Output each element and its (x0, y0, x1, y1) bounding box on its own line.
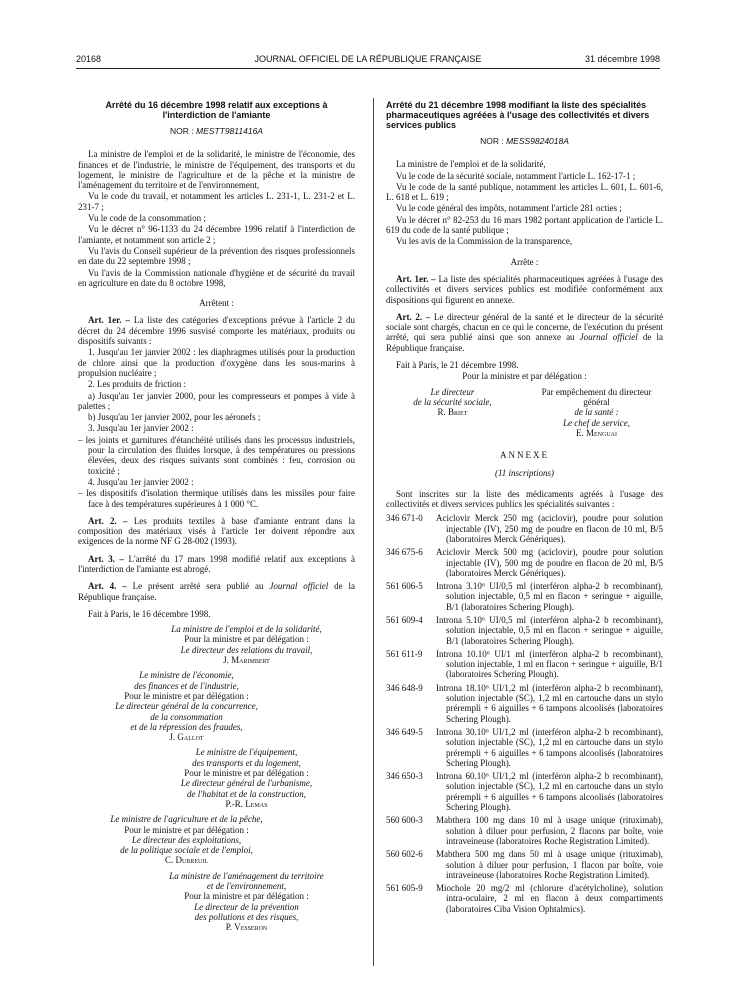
cip-code: 561 611-9 (386, 648, 423, 659)
page-header (76, 54, 660, 68)
signature-line: Le directeur général de l'urbanisme, (180, 778, 313, 789)
annexe-item (386, 771, 663, 812)
left-art2: Art. 2. – Les produits textiles à base d'amiante entrant dans la composition des matériaux visés à l'article 1er doivent répondre aux exigences de la norme NF G 28-002 (1993). (78, 515, 355, 547)
signatory-name: P.-R. Lemas (225, 798, 268, 809)
visa-paragraph: La ministre de l'emploi et de la solidarité, le ministre de l'économie, des finances et de l'industrie, le ministre de l'équipement, des transports et du logement, le ministre de l'agriculture et de la pêche et la ministre de l'aménagement du territoire et de l'environnement, (78, 149, 355, 191)
signature-line: des transports et du logement, (192, 757, 301, 768)
cip-code: 346 675-6 (386, 547, 423, 558)
signatory-name: J. Gallot (169, 732, 204, 743)
signature-sante (530, 387, 663, 438)
drug-description: Mabthera 500 mg dans 50 ml à usage unique (rituximab), solution à diluer pour perfusion, 1 flacon par boîte, voie intraveineuse (laboratoires Roche Registration Limited). (436, 849, 663, 880)
signature-line: de la sécurité sociale, (413, 396, 492, 407)
annexe-item (386, 883, 663, 914)
signature-line: Le directeur (430, 386, 475, 397)
signature-line: Pour la ministre et par délégation : (184, 634, 309, 645)
visa-paragraph: Vu le code général des impôts, notamment l'article 281 octies ; (396, 203, 622, 214)
cip-code: 560 602-6 (386, 849, 423, 860)
signature-line: de l'habitat et de la construction, (187, 788, 306, 799)
signature-line: Pour le ministre et par délégation : (124, 690, 249, 701)
signature-line: et de la répression des fraudes, (130, 721, 243, 732)
journal-title: JOURNAL OFFICIEL DE LA RÉPUBLIQUE FRANÇAISE (254, 54, 482, 64)
right-art1: Art. 1er. – La liste des spécialités pharmaceutiques agréées à l'usage des collectivités et divers services publics est modifiée conformément aux dispositions qui figurent en annexe. (386, 273, 663, 305)
signatory-name: E. Menguai (576, 427, 618, 438)
signature-agriculture (78, 814, 355, 865)
right-art2: Art. 2. – Le directeur général de la santé et le directeur de la sécurité sociale sont chargés, chacun en ce qui le concerne, de l'exécution du présent arrêté, qui sera publié ainsi que son annexe au Journal officiel de la République française. (386, 311, 663, 353)
annexe-item (386, 513, 663, 544)
left-column (78, 100, 355, 964)
right-visas (386, 159, 663, 246)
right-nor: NOR : MESS9824018A (480, 136, 569, 146)
visa-paragraph: Vu le code de la consommation ; (88, 213, 206, 224)
cip-code: 346 650-3 (386, 771, 423, 782)
left-art1: Art. 1er. – La liste des catégories d'exceptions prévue à l'article 2 du décret du 24 décembre 1996 susvisé comporte les matériaux, produits ou dispositifs suivants : (78, 315, 355, 347)
annexe-item (386, 815, 663, 846)
left-visas (78, 149, 355, 288)
signature-line: Le ministre de l'économie, (139, 670, 234, 681)
signature-line: Le ministre de l'agriculture et de la pêche, (110, 814, 263, 825)
left-decree-title: Arrêté du 16 décembre 1998 relatif aux exceptions à l'interdiction de l'amiante (105, 100, 328, 120)
signature-line: de la consommation (150, 711, 223, 722)
annexe-heading: ANNEXE (500, 450, 549, 461)
cip-code: 561 605-9 (386, 883, 423, 894)
right-nor-code: MESS9824018A (506, 136, 569, 146)
left-art1-dash1: – les joints et garnitures d'étanchéité utilisés dans les processus industriels, pour la circulation des fluides lorsque, à des températures ou pressions élevées, deux des risques suivants sont combinés : feu, corrosion ou toxicité ; (78, 434, 355, 476)
issue-date: 31 décembre 1998 (584, 54, 660, 64)
left-art1-item4: 4. Jusqu'au 1er janvier 2002 : (88, 476, 194, 487)
left-fait: Fait à Paris, le 16 décembre 1998. (88, 608, 211, 619)
signature-line: La ministre de l'emploi et de la solidarité, (171, 624, 322, 635)
signature-amenagement (78, 871, 355, 933)
page-number: 20168 (76, 54, 102, 64)
drug-description: Introna 10.10⁶ UI/1 ml (interféron alpha-2 b recombinant), solution injectable, 1 ml en flacon + seringue + aiguille, B/1 (laboratoires Schering Plough). (436, 648, 663, 680)
left-nor: NOR : MESTT9811416A (170, 126, 263, 136)
drug-description: Aciclovir Merck 250 mg (aciclovir), poudre pour solution injectable (IV), 250 mg de poudre en flacon de 10 ml, B/5 (laboratoires Merck Génériques). (436, 513, 663, 544)
signature-line: de la santé : (574, 407, 619, 418)
signatory-name: C. Dubreuil (164, 855, 208, 866)
signature-line: Pour la ministre et par délégation : (184, 891, 309, 902)
cip-code: 561 609-4 (386, 614, 423, 625)
annexe-item (386, 849, 663, 880)
left-art1-items (78, 347, 355, 433)
article-item: b) Jusqu'au 1er janvier 2002, pour les aéronefs ; (88, 412, 261, 423)
cip-code: 561 606-5 (386, 581, 423, 592)
signature-equipement (78, 747, 355, 809)
annexe-list (386, 513, 663, 914)
signature-line: Pour le ministre et par délégation : (184, 768, 309, 779)
visa-paragraph: Vu le décret n° 82-253 du 16 mars 1982 portant application de l'article L. 619 du code de la santé publique ; (386, 214, 663, 236)
signature-line: des pollutions et des risques, (194, 911, 299, 922)
left-art4: Art. 4. – Le présent arrêté sera publié au Journal officiel de la République française. (78, 581, 355, 602)
signature-line: de la politique sociale et de l'emploi, (120, 845, 253, 856)
signature-line: Le directeur général de la concurrence, (115, 701, 258, 712)
signatory-name: P. Vesseron (225, 922, 268, 933)
signature-emploi (78, 624, 355, 665)
drug-description: Introna 3.10⁶ UI/0,5 ml (interféron alpha-2 b recombinant), solution injectable, 0,5 ml en flacon + seringue + aiguille, B/1 (laboratoires Schering Plough). (436, 581, 663, 612)
cip-code: 346 648-9 (386, 682, 423, 693)
right-arrete: Arrête : (510, 256, 539, 267)
signature-line: Le directeur de la prévention (194, 901, 299, 912)
signature-line: Le directeur des relations du travail, (180, 644, 313, 655)
signature-line: des finances et de l'industrie, (134, 680, 239, 691)
signature-economie (78, 670, 355, 742)
annexe-intro: Sont inscrites sur la liste des médicaments agréés à l'usage des collectivités et divers services publics les spécialités suivantes : (386, 488, 663, 510)
article-item: 3. Jusqu'au 1er janvier 2002 : (88, 423, 194, 434)
drug-description: Aciclovir Merck 500 mg (aciclovir), poudre pour solution injectable (IV), 500 mg de poudre en flacon de 20 ml, B/5 (laboratoires Merck Génériques). (436, 547, 663, 578)
visa-paragraph: Vu l'avis du Conseil supérieur de la prévention des risques professionnels en date du 22 septembre 1998 ; (78, 245, 355, 267)
visa-paragraph: Vu le code du travail, et notamment les articles L. 231-1, L. 231-2 et L. 231-7 ; (78, 191, 355, 212)
cip-code: 346 671-0 (386, 513, 423, 524)
annexe-item (386, 727, 663, 768)
visa-paragraph: Vu le code de la santé publique, notamment les articles L. 601, L. 601-6, L. 618 et L. 619 ; (386, 181, 663, 203)
annexe-item (386, 615, 663, 646)
article-item: a) Jusqu'au 1er janvier 2000, pour les compresseurs et pompes à vide à palettes ; (78, 390, 355, 411)
cip-code: 346 649-5 (386, 726, 423, 737)
visa-paragraph: La ministre de l'emploi et de la solidarité, (396, 159, 546, 170)
signature-line: Par empêchement du directeur général (541, 386, 652, 407)
annexe-item (386, 683, 663, 724)
drug-description: Mabthera 100 mg dans 10 ml à usage unique (rituximab), solution à diluer pour perfusion, 2 flacons par boîte, voie intraveineuse (laboratoires Roche Registration Limited). (436, 815, 663, 846)
cip-code: 560 600-3 (386, 815, 423, 826)
signatory-name: R. Briet (437, 407, 468, 418)
article-item: 1. Jusqu'au 1er janvier 2002 : les diaphragmes utilisés pour la production de chlore ainsi que la production d'oxygène dans les sous-marins à propulsion nucléaire ; (78, 347, 355, 378)
left-art1-dash2: – les dispositifs d'isolation thermique utilisés dans les missiles pour faire face à des températures supérieures à 1 000 °C. (78, 488, 355, 509)
signature-line: Pour le ministre et par délégation : (124, 824, 249, 835)
annexe-item (386, 581, 663, 612)
article-item: 2. Les produits de friction : (88, 379, 186, 390)
visa-paragraph: Vu le code de la sécurité sociale, notamment l'article L. 162-17-1 ; (396, 170, 636, 181)
left-nor-code: MESTT9811416A (196, 126, 263, 136)
left-arretent: Arrêtent : (199, 298, 234, 309)
drug-description: Introna 30.10⁶ UI/1,2 ml (interféron alpha-2 b recombinant), solution injectable (SC), 1,2 ml en cartouche dans un stylo prérempli + 6 aiguilles + 6 tampons alcoolisés (laboratoires Schering Plough). (436, 726, 663, 768)
annexe-item (386, 547, 663, 578)
header-rule (76, 68, 660, 69)
signature-line: La ministre de l'aménagement du territoire (169, 870, 324, 881)
drug-description: Miochole 20 mg/2 ml (chlorure d'acétylcholine), solution intra-oculaire, 2 ml en flacon à deux compartiments (laboratoires Ciba Vision Ophtalmics). (436, 883, 663, 914)
left-art3: Art. 3. – L'arrêté du 17 mars 1998 modifié relatif aux exceptions à l'interdiction de l'amiante est abrogé. (78, 553, 355, 574)
drug-description: Introna 5.10⁶ UI/0,5 ml (interféron alpha-2 b recombinant), solution injectable, 0,5 ml en flacon + seringue + aiguille, B/1 (laboratoires Schering Plough). (436, 614, 663, 646)
right-decree-title: Arrêté du 21 décembre 1998 modifiant la liste des spécialités pharmaceutiques agréées à l'usage des collectivités et divers services publics (386, 100, 650, 130)
right-pour: Pour la ministre et par délégation : (462, 371, 587, 382)
inscriptions-count: (11 inscriptions) (494, 468, 555, 479)
visa-paragraph: Vu le décret n° 96-1133 du 24 décembre 1996 relatif à l'interdiction de l'amiante, et notamment son article 2 ; (78, 224, 355, 245)
visa-paragraph: Vu les avis de la Commission de la transparence, (396, 236, 573, 247)
signature-line: et de l'environnement, (206, 881, 287, 891)
right-signatures (386, 387, 663, 438)
signature-securite-sociale (386, 387, 519, 438)
visa-paragraph: Vu l'avis de la Commission nationale d'hygiène et de sécurité du travail en agriculture en date du 8 octobre 1998, (78, 267, 355, 288)
signature-line: Le chef de service, (563, 417, 630, 428)
column-divider (373, 98, 374, 966)
signatory-name: J. Marimbert (223, 655, 270, 666)
signature-line: Le directeur des exploitations, (131, 834, 242, 845)
annexe-item (386, 649, 663, 680)
right-fait: Fait à Paris, le 21 décembre 1998. (396, 360, 519, 371)
drug-description: Introna 60.10⁶ UI/1,2 ml (interféron alpha-2 b recombinant), solution injectable (SC), 1,2 ml en cartouche dans un stylo prérempli + 6 aiguilles + 6 tampons alcoolisés (laboratoires Schering Plough). (436, 771, 663, 813)
drug-description: Introna 18.10⁶ UI/1,2 ml (interféron alpha-2 b recombinant), solution injectable (SC), 1,2 ml en cartouche dans un stylo prérempli + 6 aiguilles + 6 tampons alcoolisés (laboratoires Schering Plough). (436, 682, 663, 724)
right-column (386, 100, 663, 970)
signature-line: Le ministre de l'équipement, (195, 747, 298, 758)
